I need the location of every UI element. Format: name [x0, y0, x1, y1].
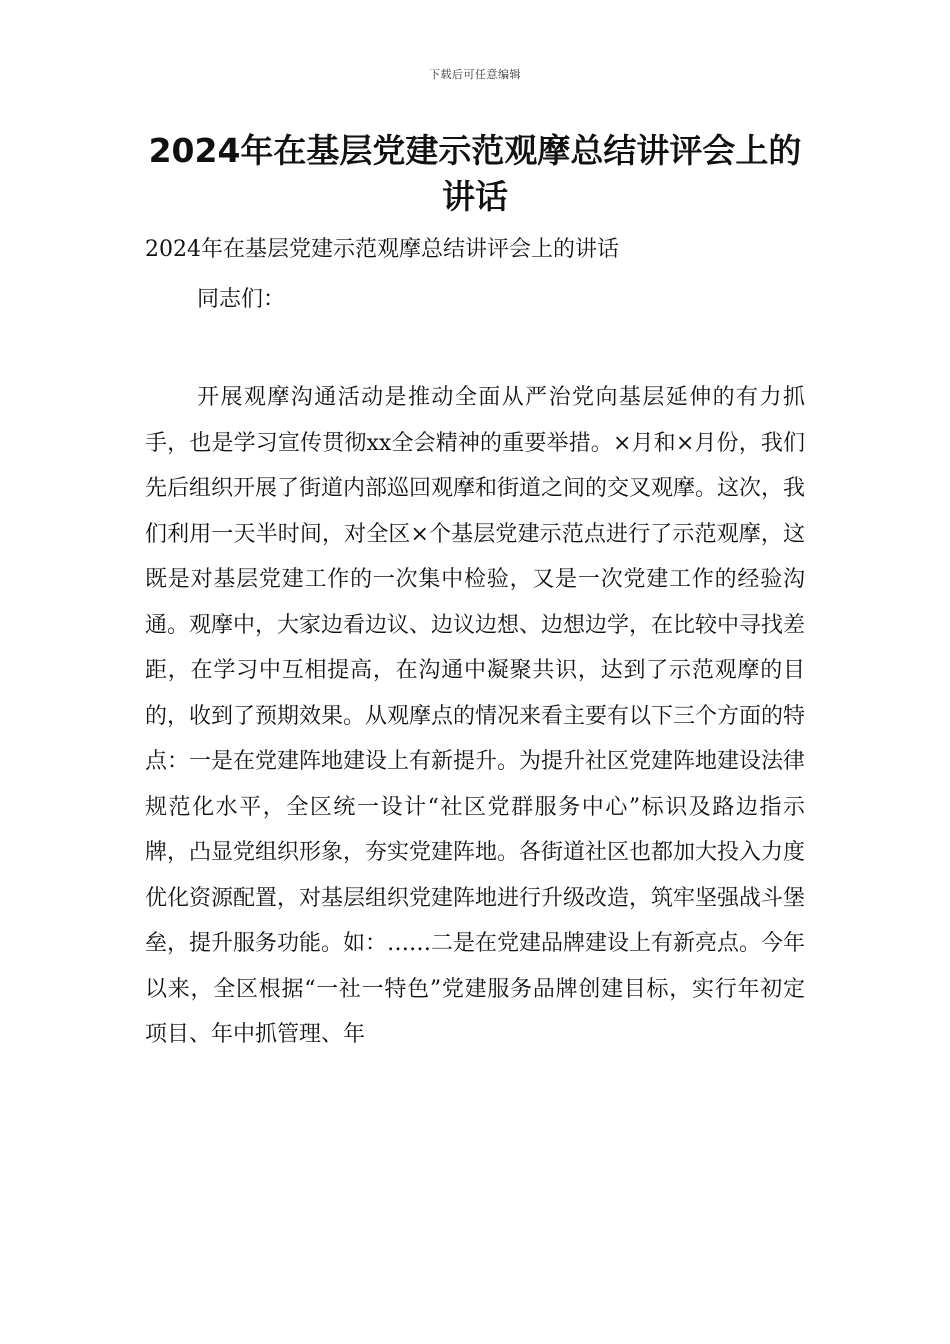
- document-subtitle: 2024年在基层党建示范观摩总结讲评会上的讲话: [145, 237, 619, 262]
- body-paragraph: 开展观摩沟通活动是推动全面从严治党向基层延伸的有力抓手，也是学习宣传贯彻xx全会精神的重要举措。×月和×月份，我们先后组织开展了街道内部巡回观摩和街道之间的交叉观摩。这次，我们利用一天半时间，对全区×个基层党建示范点进行了示范观摩，这既是对基层党建工作的一次集中检验，又是一次党建工作的经验沟通。观摩中，大家边看边议、边议边想、边想边学，在比较中寻找差距，在学习中互相提高，在沟通中凝聚共识，达到了示范观摩的目的，收到了预期效果。从观摩点的情况来看主要有以下三个方面的特点：一是在党建阵地建设上有新提升。为提升社区党建阵地建设法律规范化水平，全区统一设计“社区党群服务中心”标识及路边指示牌，凸显党组织形象，夯实党建阵地。各街道社区也都加大投入力度优化资源配置，对基层组织党建阵地进行升级改造，筑牢坚强战斗堡垒，提升服务功能。如：……二是在党建品牌建设上有新亮点。今年以来，全区根据“一社一特色”党建服务品牌创建目标，实行年初定项目、年中抓管理、年: [145, 385, 806, 1047]
- header-note: 下载后可任意编辑: [429, 68, 521, 81]
- salutation: 同志们：: [197, 287, 286, 312]
- document-title: 2024年在基层党建示范观摩总结讲评会上的讲话: [148, 131, 802, 216]
